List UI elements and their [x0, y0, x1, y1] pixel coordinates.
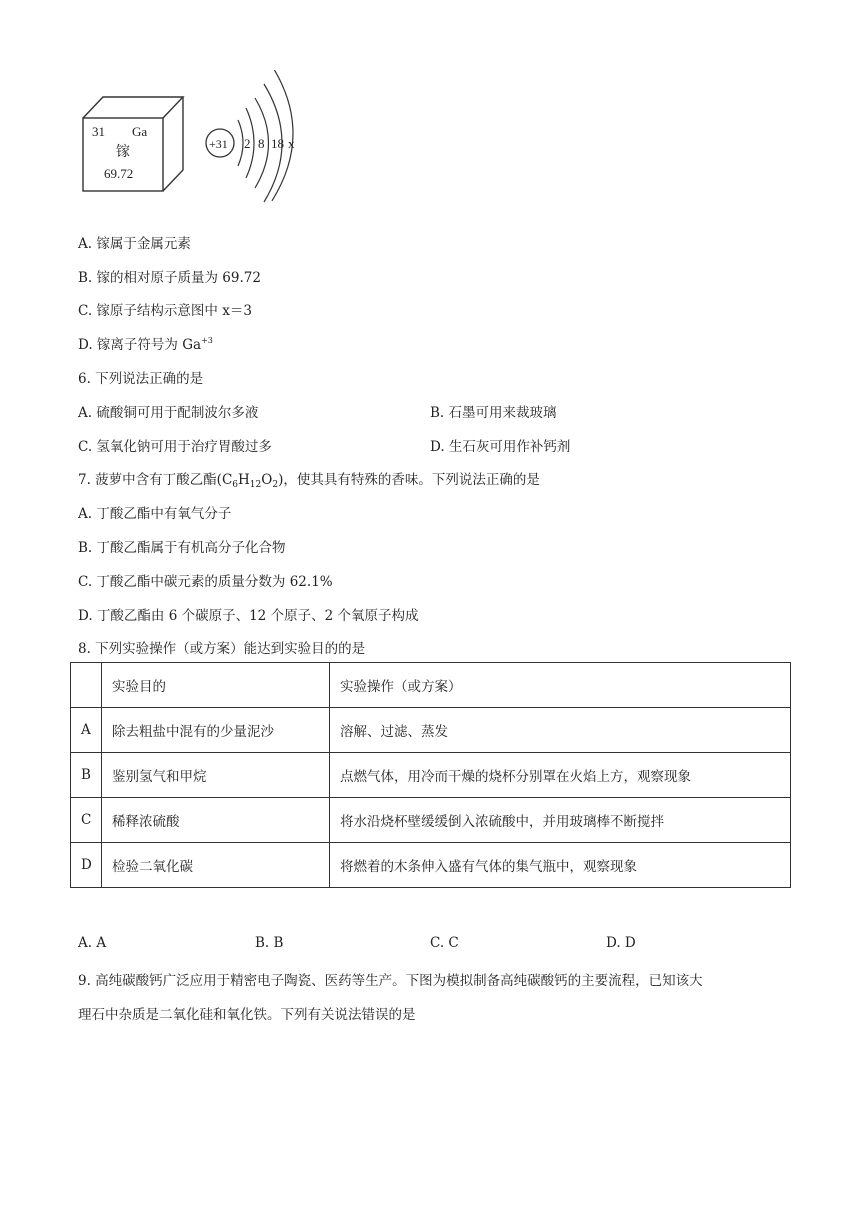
shell-4-count: x: [288, 136, 295, 151]
q8-choice-c: C. C: [430, 935, 459, 951]
q9-stem-line-2: 理石中杂质是二氧化硅和氧化铁。下列有关说法错误的是: [78, 1007, 416, 1023]
element-symbol: Ga: [132, 124, 148, 139]
table-header-cell: 实验目的: [102, 663, 330, 708]
q5-option-b: B. 镓的相对原子质量为 69.72: [78, 270, 261, 286]
table-cell: 鉴别氢气和甲烷: [102, 753, 330, 798]
table-cell: C: [71, 798, 102, 843]
q5-option-a: A. 镓属于金属元素: [78, 236, 191, 252]
q7-option-a: A. 丁酸乙酯中有氧气分子: [78, 506, 232, 522]
gallium-figure: [80, 70, 320, 210]
q6-option-b: B. 石墨可用来裁玻璃: [430, 405, 557, 421]
shell-2-count: 8: [258, 136, 265, 151]
table-cell: D: [71, 843, 102, 888]
q6-option-d: D. 生石灰可用作补钙剂: [430, 439, 571, 455]
element-name: 镓: [116, 144, 130, 160]
q6-stem: 6. 下列说法正确的是: [78, 371, 204, 387]
table-cell: B: [71, 753, 102, 798]
table-cell: 检验二氧化碳: [102, 843, 330, 888]
q6-option-c: C. 氢氧化钠可用于治疗胃酸过多: [78, 439, 272, 455]
q5-option-d-charge: +3: [201, 336, 213, 345]
table-row: [71, 843, 791, 888]
q5-option-d: [78, 333, 213, 353]
q7-stem: [78, 468, 540, 490]
q7-option-b: B. 丁酸乙酯属于有机高分子化合物: [78, 540, 286, 556]
table-cell: 点燃气体，用冷而干燥的烧杯分别罩在火焰上方，观察现象: [330, 753, 791, 798]
q9-stem-line-1: 9. 高纯碳酸钙广泛应用于精密电子陶瓷、医药等生产。下图为模拟制备高纯碳酸钙的主要流程，已知该大: [78, 973, 703, 989]
table-cell: A: [71, 708, 102, 753]
nucleus-charge: +31: [209, 137, 228, 151]
q7-option-c: C. 丁酸乙酯中碳元素的质量分数为 62.1%: [78, 574, 333, 590]
q8-stem: 8. 下列实验操作（或方案）能达到实验目的的是: [78, 641, 366, 657]
formula-sub-o: 2: [272, 480, 279, 490]
q5-option-c: C. 镓原子结构示意图中 x＝3: [78, 303, 252, 319]
cube-top-face: [83, 97, 183, 118]
q7-option-d: D. 丁酸乙酯由 6 个碳原子、12 个原子、2 个氧原子构成: [78, 608, 419, 624]
element-cell-diagram: [80, 70, 320, 210]
table-cell: 将水沿烧杯壁缓缓倒入浓硫酸中，并用玻璃棒不断搅拌: [330, 798, 791, 843]
q6-option-a: A. 硫酸铜可用于配制波尔多液: [78, 405, 259, 421]
shell-1-count: 2: [244, 136, 251, 151]
table-cell: 溶解、过滤、蒸发: [330, 708, 791, 753]
formula-h: H: [238, 472, 250, 488]
q8-choice-a: A. A: [78, 935, 107, 951]
q8-choice-d: D. D: [606, 935, 636, 951]
q7-stem-pre: 7. 菠萝中含有丁酸乙酯(C: [78, 472, 233, 488]
q8-choice-b: B. B: [255, 935, 284, 951]
q5-option-d-text: D. 镓离子符号为 Ga: [78, 337, 202, 353]
table-cell: 稀释浓硫酸: [102, 798, 330, 843]
table-row: [71, 708, 791, 753]
table-header-row: [71, 663, 791, 708]
q7-stem-post: )，使其具有特殊的香味。下列说法正确的是: [278, 472, 540, 488]
table-cell: 除去粗盐中混有的少量泥沙: [102, 708, 330, 753]
atomic-mass: 69.72: [104, 166, 134, 181]
experiment-table: [70, 662, 791, 888]
table-header-cell: [71, 663, 102, 708]
formula-sub-h: 12: [249, 480, 262, 490]
table-row: [71, 753, 791, 798]
formula-o: O: [261, 472, 273, 488]
table-header-cell: 实验操作（或方案）: [330, 663, 791, 708]
cube-side-face: [163, 97, 183, 191]
shell-3-count: 18: [271, 136, 284, 151]
atomic-number: 31: [92, 124, 105, 139]
table-row: [71, 798, 791, 843]
table-cell: 将燃着的木条伸入盛有气体的集气瓶中，观察现象: [330, 843, 791, 888]
formula-sub-c: 6: [232, 480, 239, 490]
